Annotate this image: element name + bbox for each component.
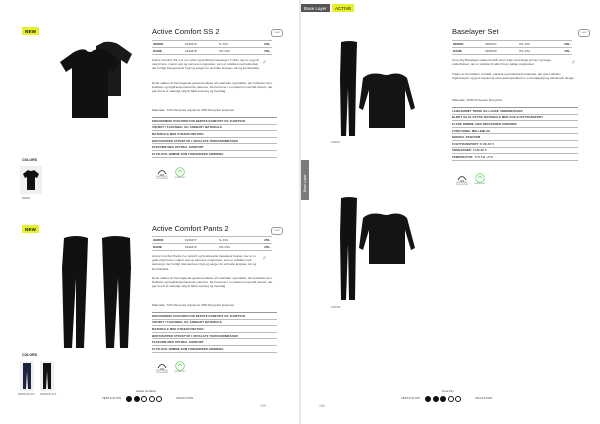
scale-left-label: VENTILATION	[401, 397, 421, 400]
list-item: FLADE SØMME, DER REDUCERER GNIDNING	[452, 121, 578, 128]
women-pants	[340, 197, 357, 300]
list-item: MATERIALE MED STRÆKFUNKTION	[152, 326, 277, 333]
list-item: FUGTTRANSPORT: 3 UD AF 5	[452, 141, 578, 148]
recycle-icon	[457, 174, 467, 182]
rating-scale	[425, 396, 461, 402]
side-tab: Base Layer	[301, 160, 309, 200]
quick-dry-icon	[475, 173, 485, 183]
image-caption: 1909706	[331, 306, 341, 309]
gender-icon: ♂	[262, 60, 267, 66]
swatch-caption: 999000	[22, 197, 30, 200]
product-description: Dette støttes af fremragende genanvendelse af materialer og kvalitet, der forbedrer den åndbare og fugttransporterende ydeevne. Det kommer i en pasform med lidt stretch, der gør det til et naturligt valg til både træning og hverdag.	[152, 276, 273, 289]
material-text: Materiale: 72% Recycled polyamid, 28% Recycled polyester	[152, 108, 235, 112]
rating-dot	[141, 396, 147, 402]
product-description: Active Comfort SS 2 er en t-shirt og funktionel baselayer T-shirt, der er et godt valg til ture i varmt vejr og varmere omgivelser, som er udviklet med teknologi, der hurtigt transporterer fugt og sørger for at holde kroppen tør og komfortabel.	[152, 58, 260, 71]
table-row: DAME 1916476 XS–XXL 250,-	[153, 245, 271, 249]
feature-icon-group: RECYCLED POLYESTER	[152, 168, 172, 180]
product-description: Trøjen er fremstillet i et blødt, elastisk og funktionelt materiale, der giver effektiv fugttransport og god regulering af kropstemperaturen i et behageligt og funktionelt design.	[452, 72, 575, 81]
feature-icon-group: QUICK DRY	[170, 361, 190, 373]
gender-icon: ♂	[571, 60, 576, 66]
list-item: ERGONOMISK PASFORM FOR BEDSTE KOMFORT OG FUNKTION	[152, 313, 277, 320]
rating-dot	[156, 396, 162, 402]
quick-dry-icon	[175, 361, 185, 371]
scale-right-label: INSULATION	[176, 397, 194, 400]
product-title: Active Comfort SS 2	[152, 27, 220, 36]
rating-dot	[149, 396, 155, 402]
tshirt-swatch-icon	[20, 166, 42, 194]
list-item: PASFORM MED OPTIMAL KOMFORT	[152, 339, 277, 346]
rating-dot	[425, 396, 431, 402]
pants-swatch-icon	[20, 361, 34, 391]
table-row: DAME 1909706 XS–XXL 400,-	[453, 49, 571, 53]
section-tab: Base Layer	[301, 4, 330, 12]
product-title: Baselayer Set	[452, 27, 499, 36]
men-top	[359, 74, 415, 129]
list-item: MATERIALE MED STRÆKFUNKTION	[152, 131, 277, 138]
feature-icon-group: QUICK DRY	[470, 173, 490, 185]
pants-right	[102, 236, 131, 348]
scale-left-label: VENTILATION	[102, 397, 122, 400]
baselayer-women-image	[335, 194, 417, 304]
table-row: DAME 1916478 XS–XXL 250,-	[153, 49, 271, 53]
left-page	[0, 0, 299, 424]
feature-list	[152, 312, 277, 353]
list-item: UDFØRT I FLEKSIBEL OG ÅNDBART MATERIALE	[152, 320, 277, 327]
rating-dot	[126, 396, 132, 402]
swatch-caption: 999000 BLACK	[18, 393, 35, 396]
color-swatch[interactable]	[40, 361, 54, 391]
rating-dot	[455, 396, 461, 402]
list-item: NORMAL PASFORM	[452, 134, 578, 141]
scale-title: Core Dry	[442, 389, 455, 393]
feature-list	[452, 107, 578, 161]
recycle-icon	[157, 168, 167, 176]
product-title: Active Comfort Pants 2	[152, 224, 229, 233]
men-pants	[340, 41, 357, 136]
feature-icon-group: RECYCLED POLYESTER	[452, 174, 472, 186]
list-item: BLØDT OG ELASTISK MATERIALE MED GOD FUGTTRANSPORT	[452, 115, 578, 122]
product-description: Active Comfort Pants 2 er stretch og funktionelle baselayer bukser, der er et godt valg til ture i varmt vejr og varmere omgivelser, som er udviklet med teknologi, der hurtigt transporterer fugt og sørger for at holde kroppen tør og komfortabel.	[152, 254, 257, 271]
feature-list	[152, 117, 277, 158]
list-item: ERGONOMISK PASFORM FOR BEDSTE KOMFORT OG FUNKTION	[152, 118, 277, 125]
material-text: Materiale: 72% Recycled polyamid, 28% Recycled polyester	[152, 303, 235, 307]
rating-dot	[134, 396, 140, 402]
list-item: ÅNDBARHED: 4 UD AF 5	[452, 148, 578, 155]
list-item: LANGÆRMET TRØJE OG LANGE UNDERBUKSER	[452, 108, 578, 115]
material-text: Materiale: 100% Polyester Recycled	[452, 98, 502, 102]
feature-icon-group: RECYCLED POLYESTER	[152, 362, 172, 374]
baselayer-men-image	[335, 38, 417, 138]
section-sub-tab: ACTIVE	[332, 4, 354, 12]
new-badge: NEW	[22, 27, 39, 35]
scale-title: Active Comfort	[136, 389, 156, 393]
scale-right-label: INSULATION	[475, 397, 493, 400]
recycle-icon	[157, 362, 167, 370]
pants-images	[58, 228, 138, 353]
women-top	[359, 214, 415, 265]
rating-dot	[440, 396, 446, 402]
price-table	[152, 40, 272, 55]
rating-scale	[126, 396, 162, 402]
quick-dry-icon	[175, 167, 185, 177]
colors-label: COLORS	[22, 353, 37, 357]
list-item: BODYMAPPED STRUKTUR I UDVALGTE TERRAINOMRÅDER	[152, 333, 277, 340]
table-row: HERRE 1916477 S–XXL 250,-	[153, 238, 271, 242]
table-row: HERRE 1909707 XS–XXL 360,-	[453, 42, 571, 46]
color-swatch[interactable]	[20, 166, 42, 194]
list-item: BODYMAPPED STRUKTUR I UDVALGTE TERRAINOMRÅDER	[152, 138, 277, 145]
feature-icon-group: QUICK DRY	[170, 167, 190, 179]
brand-logo: CRAFT	[271, 29, 283, 37]
list-item: TEMPERATUR: -5°C TIL +5°C	[452, 154, 578, 161]
list-item: FLATLOCK-SØMME SOM FORHINDRER GNIDNING	[152, 346, 277, 353]
list-item: FLATLOCK-SØMME SOM FORHINDRER GNIDNING	[152, 151, 277, 158]
colors-label: COLORS	[22, 158, 37, 162]
product-description: Core Dry Baselayer-sættet består af en trøje med lange ærmer og lange underbukser, der er udviklet til aktiv brug i kølige omgivelser.	[452, 58, 551, 67]
price-table	[452, 40, 572, 55]
swatch-caption: 999000 BLACK	[40, 393, 57, 396]
new-badge: NEW	[22, 225, 39, 233]
pants-swatch-icon	[40, 361, 54, 391]
price-table	[152, 236, 272, 251]
brand-logo: CRAFT	[271, 227, 283, 235]
image-caption: 1909707	[331, 141, 341, 144]
list-item: UDFØRT I FLEKSIBEL OG ÅNDBART MATERIALE	[152, 125, 277, 132]
list-item: PASFORM MED OPTIMAL KOMFORT	[152, 144, 277, 151]
rating-dot	[433, 396, 439, 402]
pants-left	[62, 236, 88, 348]
brand-logo: CRAFT	[578, 29, 590, 37]
rating-dot	[448, 396, 454, 402]
product-description: Dette støttes af fremragende genanvendelse af materialer og kvalitet, der forbedrer den åndbare og fugttransporterende ydeevne. Det kommer i en pasform med lidt stretch, der gør det til et naturligt valg til både træning og hverdag.	[152, 81, 273, 94]
page-number: 159	[260, 404, 266, 408]
table-row: HERRE 1916479 S–XXL 250,-	[153, 42, 271, 46]
right-page	[301, 0, 600, 424]
gender-icon: ♂	[262, 256, 267, 262]
tshirt-images	[56, 40, 136, 122]
list-item: FUNKTIONEL MELLEMLAG	[452, 128, 578, 135]
color-swatch[interactable]	[20, 361, 34, 391]
page-number: 160	[319, 404, 325, 408]
